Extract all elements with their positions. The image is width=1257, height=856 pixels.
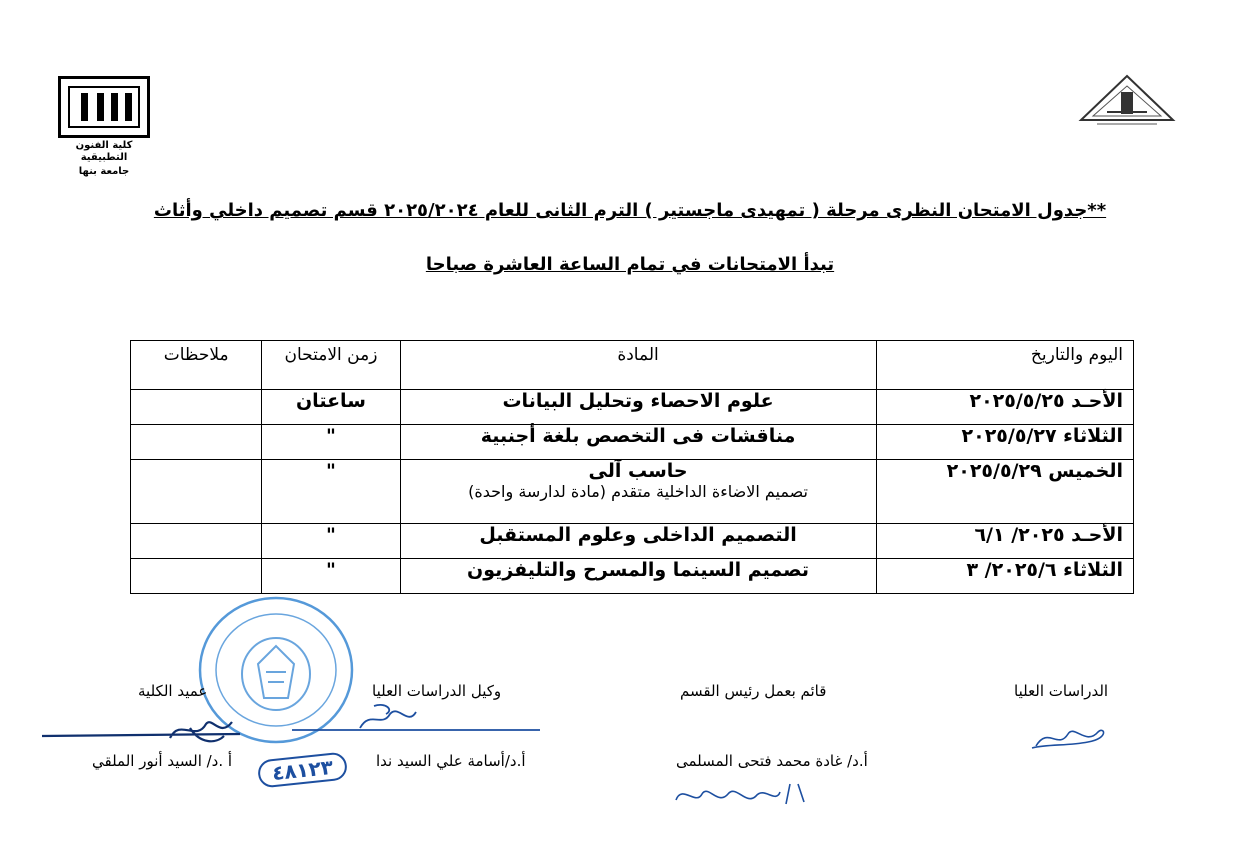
cell-time: " [262, 559, 400, 594]
cell-time: " [262, 460, 400, 524]
sig-name-dept-head: أ.د/ غادة محمد فتحى المسلمى [676, 752, 868, 770]
sig-title-grad-studies: الدراسات العليا [1014, 682, 1109, 700]
cell-notes [131, 390, 262, 425]
table-row [131, 425, 1134, 460]
table-row [131, 460, 1134, 524]
cell-date: الثلاثاء ٢٠٢٥/٥/٢٧ [876, 425, 1134, 460]
cell-date: الأحـد ٢٠٢٥/٥/٢٥ [876, 390, 1134, 425]
cell-time: ساعتان [262, 390, 400, 425]
university-name: جامعة بنها [78, 166, 130, 177]
cell-date: الأحـد ٢٠٢٥/ ٦/١ [876, 524, 1134, 559]
sig-title-vice-dean: وكيل الدراسات العليا [372, 682, 502, 700]
cell-subject: مناقشات فى التخصص بلغة أجنبية [400, 425, 876, 460]
university-emblem-icon [1077, 72, 1177, 132]
table-row [131, 390, 1134, 425]
cell-date: الخميس ٢٠٢٥/٥/٢٩ [876, 460, 1134, 524]
signature-grad-studies-icon [1028, 716, 1114, 756]
table-row [131, 559, 1134, 594]
stamp-number: ٤٨١٢٣ [257, 751, 348, 788]
signature-dean-icon [40, 714, 260, 750]
table-row [131, 524, 1134, 559]
page-title: **جدول الامتحان النظرى مرحلة ( تمهيدى ماجستير ) الترم الثانى للعام ٢٠٢٥/٢٠٢٤ قسم تصميم داخلي وأثاث [153, 200, 1107, 221]
cell-notes [131, 524, 262, 559]
header-notes: ملاحظات [131, 341, 262, 390]
cell-subject: علوم الاحصاء وتحليل البيانات [400, 390, 876, 425]
faculty-logo-mark [58, 76, 150, 138]
faculty-name: كلية الفنون التطبيقية [75, 140, 133, 163]
cell-subject-line1: حاسب آلى [588, 460, 688, 482]
cell-time: " [262, 425, 400, 460]
header-date: اليوم والتاريخ [876, 341, 1134, 390]
header-subject: المادة [400, 341, 876, 390]
cell-notes [131, 460, 262, 524]
sig-name-dean: أ .د/ السيد أنور الملقي [92, 752, 233, 770]
sig-title-dept-head: قائم بعمل رئيس القسم [680, 682, 827, 700]
header-time: زمن الامتحان [262, 341, 400, 390]
cell-date: الثلاثاء ٢٠٢٥/٦/ ٣ [876, 559, 1134, 594]
cell-subject-line2: تصميم الاضاءة الداخلية متقدم (مادة لدارسة واحدة) [468, 482, 808, 501]
sig-title-dean: عميد الكلية [138, 682, 208, 700]
cell-subject: التصميم الداخلى وعلوم المستقبل [400, 524, 876, 559]
exam-schedule-table [130, 340, 1134, 594]
cell-subject [400, 460, 876, 524]
cell-subject: تصميم السينما والمسرح والتليفزيون [400, 559, 876, 594]
page-subtitle: تبدأ الامتحانات في تمام الساعة العاشرة صباحا [425, 254, 835, 275]
sig-name-vice-dean: أ.د/أسامة علي السيد ندا [376, 752, 526, 770]
faculty-logo [52, 76, 156, 178]
signature-dept-head-icon [672, 778, 812, 812]
cell-notes [131, 559, 262, 594]
cell-notes [131, 425, 262, 460]
table-header-row [131, 341, 1134, 390]
cell-time: " [262, 524, 400, 559]
signature-vice-dean-icon [290, 700, 546, 740]
